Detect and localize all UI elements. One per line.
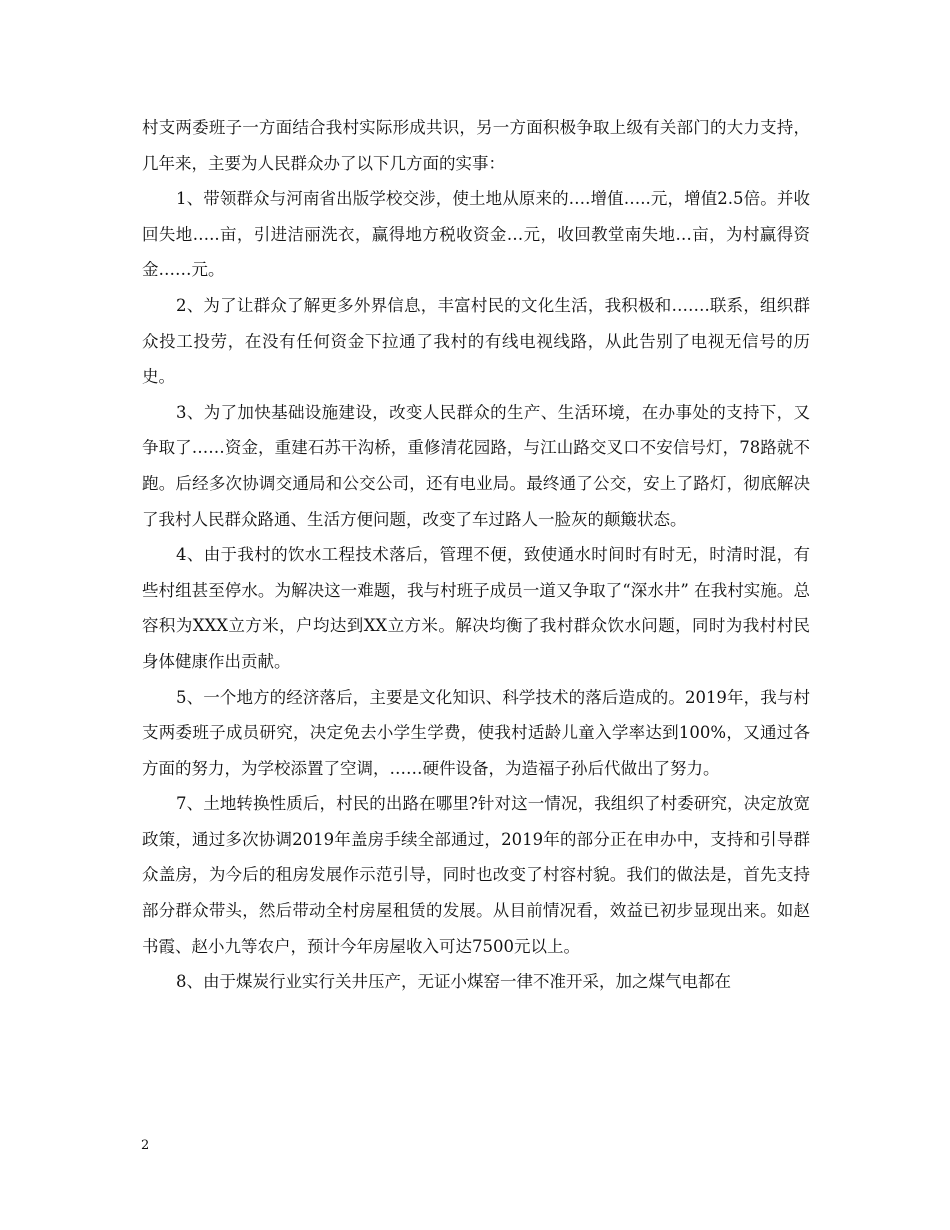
paragraph-item-1: 1、带领群众与河南省出版学校交涉，使土地从原来的….增值…..元，增值2.5倍。并收回失地…..亩，引进洁丽洗衣，赢得地方税收资金…元，收回教堂南失地…亩，为村赢得资金……元。 [142, 189, 810, 280]
document-body [142, 110, 810, 1000]
paragraph-intro: 村支两委班子一方面结合我村实际形成共识，另一方面积极争取上级有关部门的大力支持，几年来，主要为人民群众办了以下几方面的实事： [142, 118, 810, 173]
paragraph-item-8: 8、由于煤炭行业实行关井压产，无证小煤窑一律不准开采，加之煤气电都在 [176, 972, 731, 992]
paragraph-item-4: 4、由于我村的饮水工程技术落后，管理不便，致使通水时间时有时无，时清时混，有些村组甚至停水。为解决这一难题，我与村班子成员一道又争取了“深水井” 在我村实施。总容积为XXX立方米，户均达到XX立方米。解决均衡了我村群众饮水问题，同时为我村村民身体健康作出贡献。 [142, 545, 810, 671]
paragraph-item-7: 7、土地转换性质后，村民的出路在哪里?针对这一情况，我组织了村委研究，决定放宽政策，通过多次协调2019年盖房手续全部通过，2019年的部分正在申办中，支持和引导群众盖房，为今后的租房发展作示范引导，同时也改变了村容村貌。我们的做法是，首先支持部分群众带头，然后带动全村房屋租赁的发展。从目前情况看，效益已初步显现出来。如赵书霞、赵小九等农户，预计今年房屋收入可达7500元以上。 [142, 794, 810, 956]
paragraph-item-3: 3、为了加快基础设施建设，改变人民群众的生产、生活环境，在办事处的支持下，又争取了……资金，重建石苏干沟桥，重修清花园路，与江山路交叉口不安信号灯，78路就不跑。后经多次协调交通局和公交公司，还有电业局。最终通了公交，安上了路灯，彻底解决了我村人民群众路通、生活方便问题，改变了车过路人一脸灰的颠簸状态。 [142, 402, 810, 529]
paragraph-item-2: 2、为了让群众了解更多外界信息，丰富村民的文化生活，我积极和…….联系，组织群众投工投劳，在没有任何资金下拉通了我村的有线电视线路，从此告别了电视无信号的历史。 [142, 295, 810, 387]
page-number: 2 [141, 1138, 150, 1153]
paragraph-item-5: 5、一个地方的经济落后，主要是文化知识、科学技术的落后造成的。2019年，我与村支两委班子成员研究，决定免去小学生学费，使我村适龄儿童入学率达到100%，又通过各方面的努力，为学校添置了空调，……硬件设备，为造福子孙后代做出了努力。 [142, 687, 810, 778]
